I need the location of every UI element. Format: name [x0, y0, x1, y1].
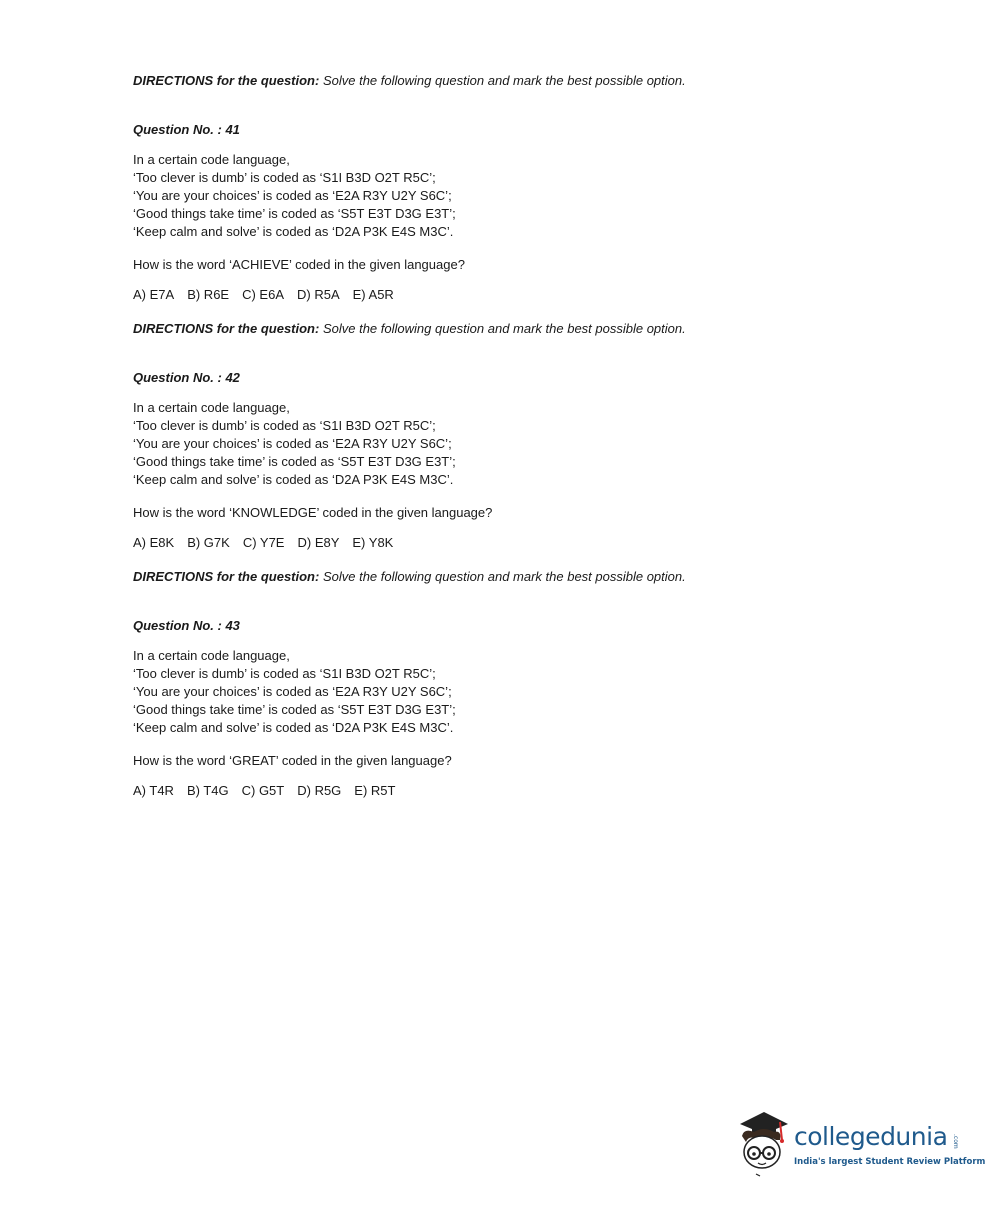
- question-number: Question No. : 43: [133, 618, 240, 633]
- brand-dotcom: .com: [952, 1134, 959, 1149]
- stem-line: ‘Too clever is dumb’ is coded as ‘S1I B3D O2T R5C’;: [133, 170, 436, 185]
- directions-lead: DIRECTIONS for the question:: [133, 321, 320, 336]
- directions-text: Solve the following question and mark the best possible option.: [319, 321, 686, 336]
- option-d: D) R5G: [297, 783, 342, 798]
- brand-tagline: India's largest Student Review Platform: [794, 1157, 986, 1167]
- brand-name: collegedunia: [794, 1122, 948, 1151]
- collegedunia-logo: [736, 1110, 986, 1180]
- option-e: E) Y8K: [352, 535, 394, 550]
- stem-line: In a certain code language,: [133, 152, 290, 167]
- question-number: Question No. : 42: [133, 370, 240, 385]
- stem-line: ‘Keep calm and solve’ is coded as ‘D2A P3K E4S M3C’.: [133, 720, 454, 735]
- option-a: A) E8K: [133, 535, 175, 550]
- stem-line: ‘Good things take time’ is coded as ‘S5T E3T D3G E3T’;: [133, 454, 456, 469]
- stem-line: In a certain code language,: [133, 400, 290, 415]
- option-c: C) E6A: [242, 287, 284, 302]
- option-a: A) T4R: [133, 783, 174, 798]
- option-d: D) R5A: [297, 287, 340, 302]
- question-stem: [133, 399, 913, 489]
- option-a: A) E7A: [133, 287, 175, 302]
- stem-line: ‘You are your choices’ is coded as ‘E2A R3Y U2Y S6C’;: [133, 436, 452, 451]
- directions-lead: DIRECTIONS for the question:: [133, 73, 320, 88]
- option-b: B) G7K: [187, 535, 230, 550]
- stem-line: In a certain code language,: [133, 648, 290, 663]
- option-e: E) R5T: [354, 783, 396, 798]
- stem-line: ‘Keep calm and solve’ is coded as ‘D2A P3K E4S M3C’.: [133, 472, 454, 487]
- question-block-43: [133, 568, 913, 800]
- stem-line: ‘Keep calm and solve’ is coded as ‘D2A P3K E4S M3C’.: [133, 224, 454, 239]
- directions: [133, 72, 913, 90]
- question-stem: [133, 647, 913, 737]
- answer-options: [133, 286, 913, 304]
- question-ask: How is the word ‘GREAT’ coded in the given language?: [133, 753, 452, 768]
- question-block-41: [133, 72, 913, 304]
- question-ask: How is the word ‘ACHIEVE’ coded in the given language?: [133, 257, 465, 272]
- question-page: [133, 72, 913, 816]
- directions: [133, 320, 913, 338]
- option-c: C) Y7E: [242, 535, 285, 550]
- option-e: E) A5R: [352, 287, 394, 302]
- directions-lead: DIRECTIONS for the question:: [133, 569, 320, 584]
- stem-line: ‘Good things take time’ is coded as ‘S5T E3T D3G E3T’;: [133, 702, 456, 717]
- question-block-42: [133, 320, 913, 552]
- question-ask: How is the word ‘KNOWLEDGE’ coded in the given language?: [133, 505, 493, 520]
- stem-line: ‘Too clever is dumb’ is coded as ‘S1I B3D O2T R5C’;: [133, 666, 436, 681]
- directions-text: Solve the following question and mark the best possible option.: [319, 569, 686, 584]
- answer-options: [133, 782, 913, 800]
- directions-text: Solve the following question and mark the best possible option.: [319, 73, 686, 88]
- stem-line: ‘You are your choices’ is coded as ‘E2A R3Y U2Y S6C’;: [133, 684, 452, 699]
- question-stem: [133, 151, 913, 241]
- stem-line: ‘Good things take time’ is coded as ‘S5T E3T D3G E3T’;: [133, 206, 456, 221]
- option-d: D) E8Y: [297, 535, 340, 550]
- directions: [133, 568, 913, 586]
- question-number: Question No. : 41: [133, 122, 240, 137]
- stem-line: ‘You are your choices’ is coded as ‘E2A R3Y U2Y S6C’;: [133, 188, 452, 203]
- option-b: B) R6E: [187, 287, 230, 302]
- stem-line: ‘Too clever is dumb’ is coded as ‘S1I B3D O2T R5C’;: [133, 418, 436, 433]
- option-b: B) T4G: [186, 783, 229, 798]
- answer-options: [133, 534, 913, 552]
- graduate-mascot-icon: [736, 1110, 794, 1180]
- option-c: C) G5T: [241, 783, 285, 798]
